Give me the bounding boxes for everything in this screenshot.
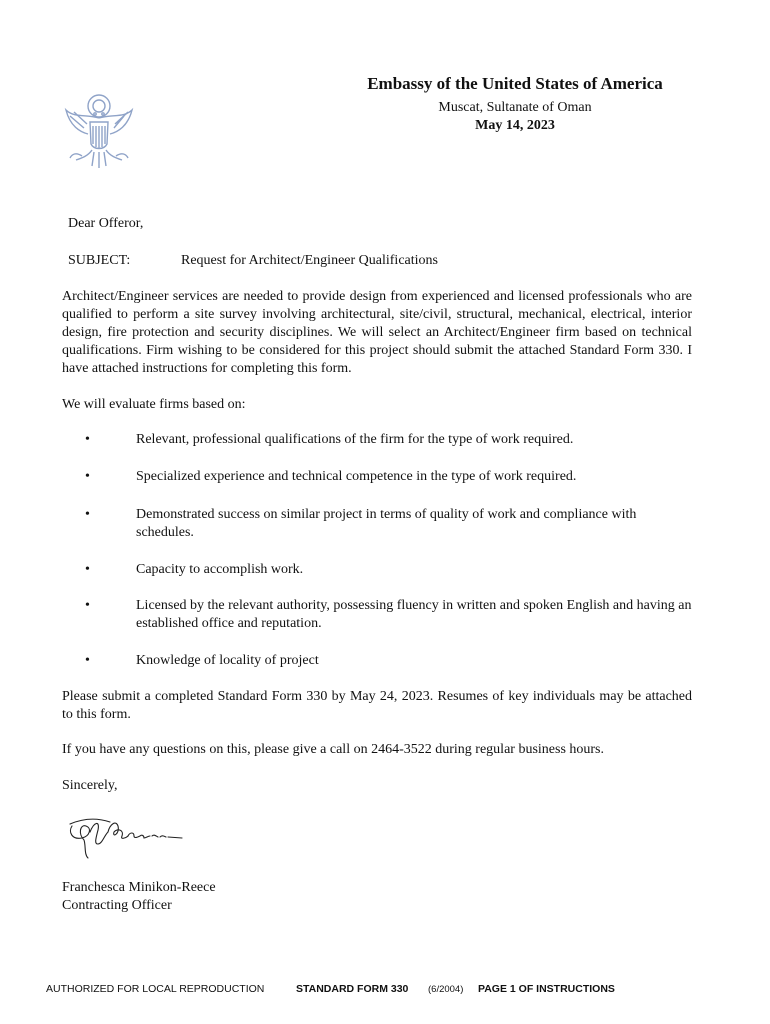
criteria-item: Relevant, professional qualifications of the firm for the type of work required. <box>136 432 574 447</box>
embassy-seal-icon <box>62 92 136 170</box>
criteria-item: Demonstrated success on similar project in terms of quality of work and compliance with schedules. <box>136 507 637 540</box>
criteria-item: Capacity to accomplish work. <box>136 562 304 577</box>
subject-text: Request for Architect/Engineer Qualifications <box>181 253 438 268</box>
criteria-item: Licensed by the relevant authority, possessing fluency in written and spoken English and having an established office and reputation. <box>136 598 692 631</box>
signature-image <box>64 810 194 862</box>
bullet-icon: • <box>85 598 90 613</box>
bullet-icon: • <box>85 469 90 484</box>
bullet-icon: • <box>85 562 90 577</box>
letter-date: May 14, 2023 <box>475 118 555 133</box>
footer-reproduction: AUTHORIZED FOR LOCAL REPRODUCTION <box>46 983 265 995</box>
signer-name: Franchesca Minikon-Reece <box>62 880 216 895</box>
signer-title: Contracting Officer <box>62 898 172 913</box>
criteria-item: Specialized experience and technical competence in the type of work required. <box>136 469 577 484</box>
subject-label: SUBJECT: <box>68 253 131 268</box>
footer-page: PAGE 1 OF INSTRUCTIONS <box>478 983 615 995</box>
criteria-item: Knowledge of locality of project <box>136 653 319 668</box>
footer-edition: (6/2004) <box>428 984 464 995</box>
closing: Sincerely, <box>62 778 118 793</box>
footer-form-name: STANDARD FORM 330 <box>296 983 409 995</box>
intro-paragraph: Architect/Engineer services are needed to provide design from experienced and licensed professionals who are qualified to perform a site survey involving architectural, site/civil, structural, mechanical, electrical, interior design, fire protection and security disciplines. We will select an Architect/Engineer firm based on technical qualifications. Firm wishing to be considered for this project should submit the attached Standard Form 330. I have attached instructions for completing this form. <box>62 289 692 376</box>
embassy-title: Embassy of the United States of America <box>367 74 663 93</box>
embassy-location: Muscat, Sultanate of Oman <box>438 100 592 115</box>
greeting: Dear Offeror, <box>68 216 144 231</box>
evaluate-intro: We will evaluate firms based on: <box>62 397 246 412</box>
bullet-icon: • <box>85 432 90 447</box>
bullet-icon: • <box>85 507 90 522</box>
questions-paragraph: If you have any questions on this, please give a call on 2464-3522 during regular business hours. <box>62 742 605 757</box>
bullet-icon: • <box>85 653 90 668</box>
submit-paragraph: Please submit a completed Standard Form 330 by May 24, 2023. Resumes of key individuals may be attached to this form. <box>62 689 692 722</box>
